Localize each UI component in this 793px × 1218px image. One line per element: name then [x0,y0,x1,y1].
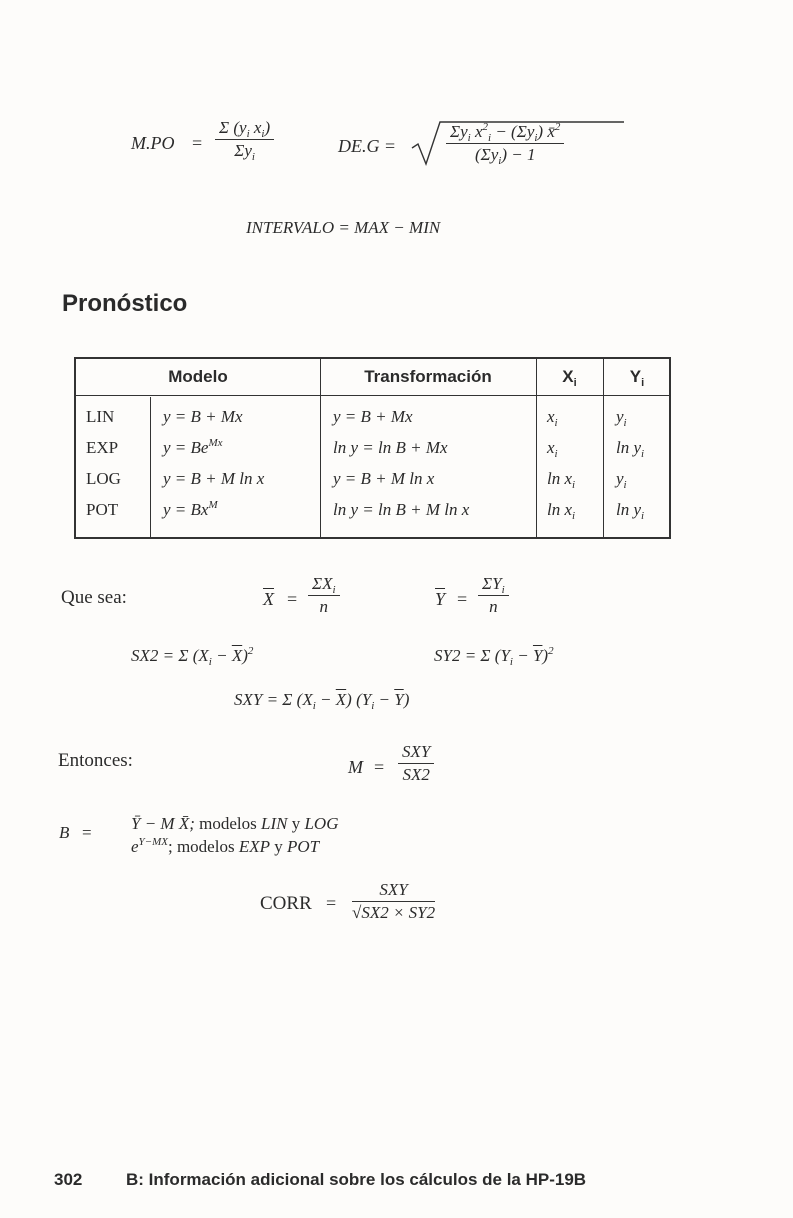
x-value: $\ln x_i$ [547,500,576,522]
b-case-exp-pot: $e^{Y-MX}$; modelos EXP y POT [131,836,320,856]
b-lhs: B [59,823,70,842]
mpo-denominator: Σy [234,141,252,160]
b-case-lin-log: Ȳ − M X̄; modelos LIN y LOG [131,814,339,833]
entonces-label: Entonces: [58,750,133,771]
header-modelo: Modelo [168,367,228,386]
header-y: $Y_i$ [629,367,645,389]
model-name: LIN [86,407,115,426]
deg-eq: = [385,136,396,156]
deg-lhs: DE.G [338,136,380,156]
model-name: EXP [86,438,119,457]
model-equation: $y = Be^{Mx}$ [163,437,223,457]
x-value: $x_i$ [547,407,558,429]
transform-equation: ln y = ln B + M ln x [333,500,470,519]
mpo-fraction: Σ ($y_i$ $x_i$) $\Sigma y_i$ [215,118,274,161]
y-value: $\ln y_i$ [616,438,645,460]
x-value: $x_i$ [547,438,558,460]
model-equation: $y = Bx^M$ [163,499,218,519]
b-eq: = [82,823,92,842]
model-equation: y = B + M ln x [163,469,265,488]
model-name: POT [86,500,119,519]
ybar-eq: = [457,589,468,609]
y-value: $\ln y_i$ [616,500,645,522]
model-name: LOG [86,469,121,488]
xbar-fraction: $\Sigma X_i$ n [308,574,340,617]
header-transformacion: Transformación [364,367,492,386]
sx2-formula: SX2 = Σ $(X_i - \overline{X})^2$ [131,645,254,668]
model-equation: y = B + Mx [163,407,243,426]
intervalo-formula: INTERVALO = MAX − MIN [246,218,441,237]
page-number: 302 [54,1170,83,1189]
m-fraction: SXY SX2 [398,742,434,785]
transform-equation: y = B + Mx [333,407,413,426]
corr-eq: = [326,893,337,913]
y-value: $y_i$ [616,407,627,429]
ybar-lhs: $\overline{Y}$ [435,589,446,609]
transform-equation: y = B + M ln x [333,469,435,488]
y-value: $y_i$ [616,469,627,491]
mpo-lhs: M.PO [131,133,175,153]
x-value: $\ln x_i$ [547,469,576,491]
xbar-eq: = [287,589,298,609]
sy2-formula: SY2 = Σ $(Y_i - \overline{Y})^2$ [434,645,554,668]
xbar-lhs: $\overline{X}$ [263,589,274,609]
section-title: Pronóstico [62,290,188,317]
transform-equation: ln y = ln B + Mx [333,438,448,457]
m-eq: = [374,757,385,777]
corr-fraction: SXY √SX2 × SY2 [352,880,436,922]
m-lhs: M [348,757,363,777]
running-footer: B: Información adicional sobre los cálculos de la HP-19B [126,1170,587,1189]
ybar-fraction: $\Sigma Y_i$ n [478,574,509,617]
header-x: $X_i$ [562,367,577,389]
mpo-numerator: Σ (y [219,118,247,137]
deg-fraction: $\Sigma y_i$ $x^2_i - (\Sigma y_i)$ x̄$^2$ $(\Sigma y_i) - 1$ [446,122,564,165]
que-sea-label: Que sea: [61,587,127,608]
sxy-formula: SXY = Σ $(X_i - \overline{X}) (Y_i - \overline{Y})$ [234,690,410,712]
mpo-eq: = [192,133,203,153]
corr-lhs: CORR [260,893,312,914]
forecast-models-table [74,357,671,539]
